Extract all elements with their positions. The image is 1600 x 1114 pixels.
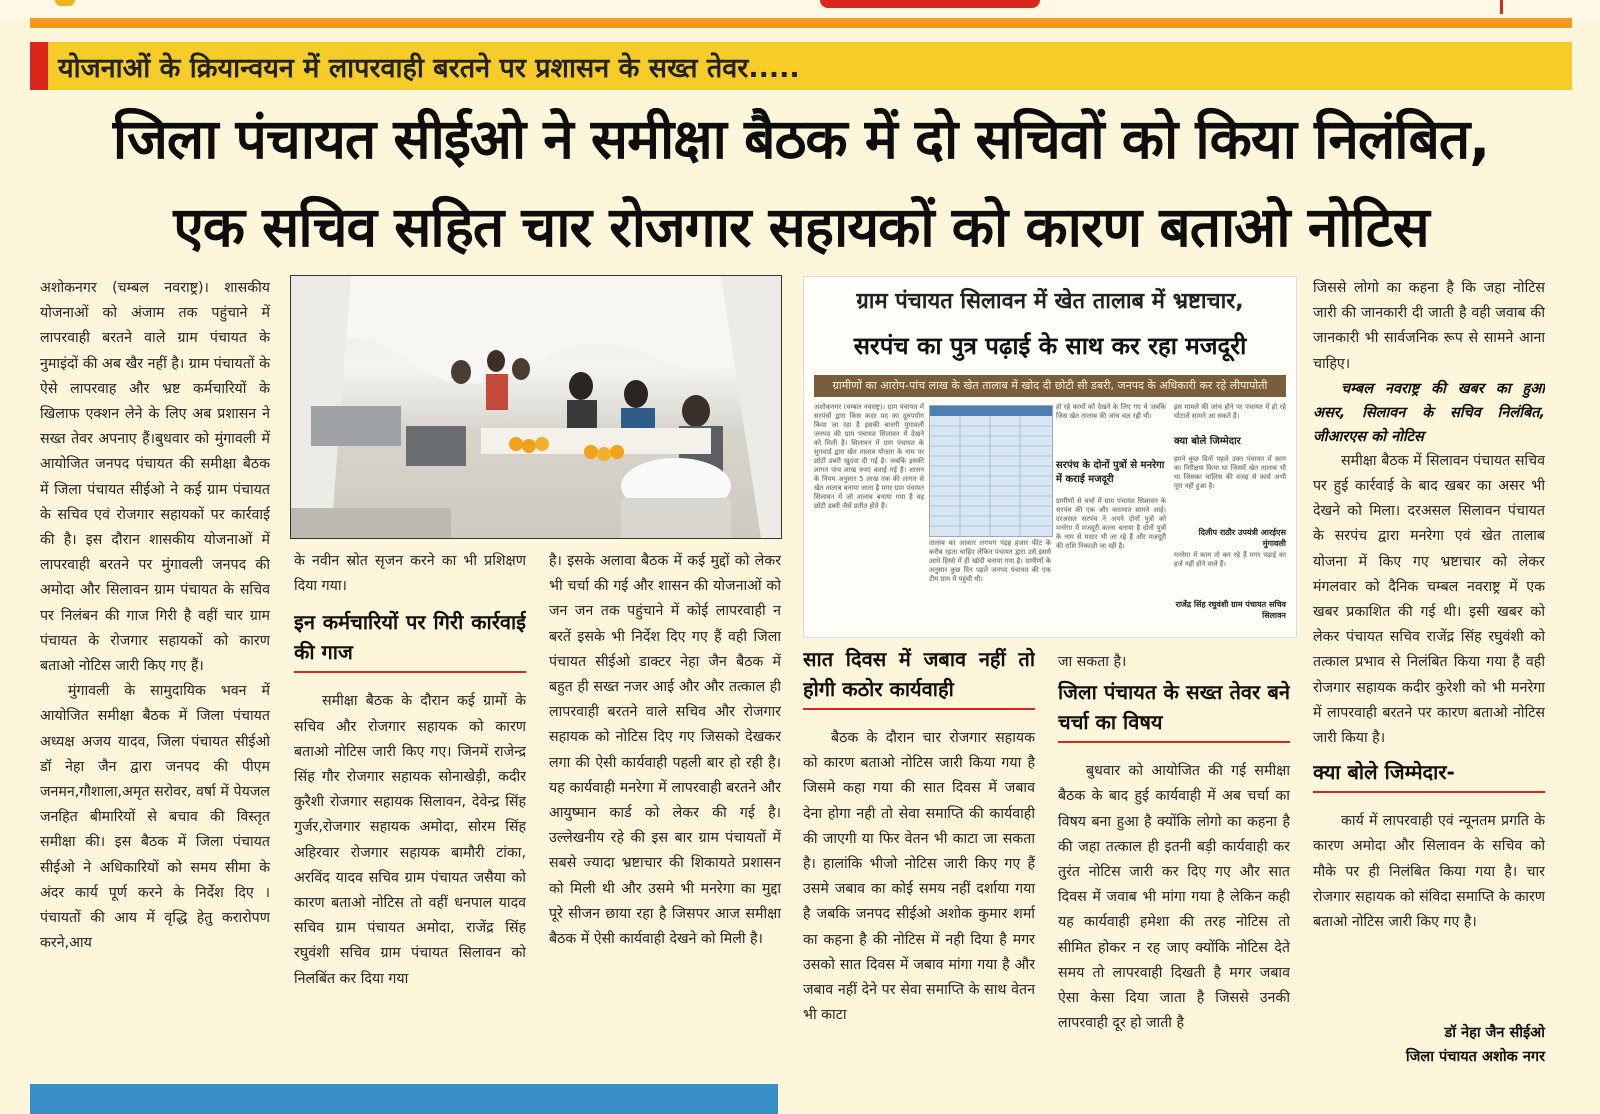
paragraph: के नवीन स्रोत सृजन करने का भी प्रशिक्षण दिया गया। (294, 553, 526, 595)
clipping-text-col4b: हमने कुछ दिनों पहले उक्त पंचायत में काम का निरीक्षण किया था जिसमें खेत तालाब भी था जिसका चालिस की वजह से कार्य अभी पूरा नहीं हुआ है। (1174, 455, 1286, 490)
clipping-table-image (929, 405, 1053, 537)
header-rule (30, 18, 1572, 28)
italic-subheading: चम्बल नवराष्ट्र की खबर का हुआ असर, सिलावन के सचिव निलंबित, जीआरएस को नोटिस (1313, 380, 1545, 445)
clipping-text-col4c: मनरेगा में काम तो कर रहे हैं मगर पढ़ाई का हर्ज नहीं होने वाले हैं। (1174, 551, 1286, 568)
subheading: क्या बोले जिम्मेदार- (1313, 757, 1545, 793)
paragraph: जिससे लोगो का कहना है कि जहा नोटिस जारी की जानकारी दी जाती है वही जवाब की जानकारी भी सार्वजनिक रूप से सामने आना चाहिए। (1313, 280, 1545, 372)
kicker-banner (30, 42, 1572, 90)
footer-strip (30, 1084, 778, 1114)
meeting-photo-image (291, 276, 781, 538)
article-column-3 (549, 549, 781, 1076)
article-column-4 (803, 644, 1035, 1076)
clipping-text-col2: तालाब का आकार लगभग पंद्रह हजार फीट के करीब रहता चाहिए लेकिन पंचायत द्वारा उसे इससे आधे हिस्से में ही खोदी बनाया गया है। ग्रामीणों के अनुसार कुछ दिन पहले जनपद पंचायत की एक टीम ग्राम में पहुंची थी। (929, 539, 1051, 583)
article-column-6 (1313, 276, 1545, 1016)
paragraph: है। इसके अलावा बैठक में कई मुद्दों को लेकर भी चर्चा की गई और शासन की योजनाओं को जन जन तक पहुंचाने में कोई लापरवाही न बरतें इसके भी निर्देश दिए गए हैं वही जिला पंचायत सीईओ डाक्टर नेहा जैन बैठक में बहुत ही सख्त नजर आई और और तत्काल ही लापरवाही बरतने वाले सचिव और रोजगार सहायक को नोटिस दिए गए जिसको देखकर लगा की ऐसी कार्यवाही पहली बार हो रही है। यह कार्यवाही मनरेगा में लापरवाही बरतने और आयुष्मान कार्ड को लेकर की गई है। उल्लेखनीय रहे की इस बार ग्राम पंचायतों में सबसे ज्यादा भ्रष्टाचार की शिकायते प्रशासन को मिली थी और उसमे भी मनरेगा का मुद्दा पूरे सीजन छाया रहा है जिसपर आज समीक्षा बैठक में ऐसी कार्यवाही देखने को मिली है। (549, 553, 781, 948)
subheading: जिला पंचायत के सख्त तेवर बने चर्चा का विषय (1058, 677, 1290, 743)
official-signature-name: डॉ नेहा जैन सीईओ (1444, 1025, 1545, 1041)
headline-line-1: जिला पंचायत सीईओ ने समीक्षा बैठक में दो सचिवों को किया निलंबित, (112, 107, 1490, 171)
masthead-red-shape (820, 0, 1040, 8)
clipping-signature-1: दिलीप राठौर उपयंत्री आरईएस मुंगावली (1198, 528, 1286, 548)
subheading: इन कर्मचारियों पर गिरी कार्रवाई की गाज (294, 607, 526, 673)
clipping-subheading-1: सरपंच के दोनों पुत्रों से मनरेगा में कराई मजदूरी (1056, 460, 1165, 485)
article-column-1 (40, 276, 270, 1076)
official-signature-office: जिला पंचायत अशोक नगर (1405, 1049, 1545, 1065)
paragraph: अशोकनगर (चम्बल नवराष्ट्र)। शासकीय योजनाओं को अंजाम तक पहुंचाने में लापरवाही बरतने वाले ग्राम पंचायत के नुमाइंदों की अब खैर नहीं है। ग्राम पंचायतों के ऐसे लापरवाह और भ्रष्ट कर्मचारियों के खिलाफ एक्शन लेने के लिए अब प्रशासन ने सख्त तेवर अपनाए हैं।बुधवार को मुंगावली में आयोजित जनपद पंचायत की समीक्षा बैठक में जिला पंचायत सीईओ ने कई ग्राम पंचायत के सचिव एवं रोजगार सहायकों पर कार्रवाई की है। इस दौरान शासकीय योजनाओं में लापरवाही बरतने पर मुंगावली जनपद की अमोदा और सिलावन ग्राम पंचायत के सचिव पर निलंबन की गाज गिरी है वहीं चार ग्राम पंचायत के रोजगार सहायकों को कारण बताओ नोटिस जारी किए गए हैं। (40, 280, 270, 675)
paragraph: बैठक के दौरान चार रोजगार सहायक को कारण बताओ नोटिस जारी किया गया है जिसमे कहा गया की सात दिवस में जबाव देना होगा नही तो सेवा समाप्ति की कार्यवाही की जाएगी या फिर वेतन भी काटा जा सकता है। हालांकि भीजो नोटिस जारी किए गए हैं उसमे जबाव का कोई समय नहीं दर्शाया गया है जबकि जनपद सीईओ अशोक कुमार शर्मा का कहना है की नोटिस में नही दिया है मगर उसको सात दिवस में जबाव मांगा गया है और जबाव नहीं देने पर सेवा समाप्ति के साथ वेतन भी काटा (803, 730, 1035, 1024)
kicker-marker (30, 42, 48, 90)
paragraph: कार्य में लापरवाही एवं न्यूनतम प्रगति के कारण अमोदा और सिलावन के सचिव को मौके पर ही निलंबित किया गया है। चार रोजगार सहायक को संविदा समाप्ति के कारण बताओ नोटिस जारी किए गए है। (1313, 813, 1545, 931)
clipping-title-1: ग्राम पंचायत सिलावन में खेत तालाब में भ्रष्टाचार, (856, 289, 1244, 314)
masthead-divider (1500, 0, 1503, 14)
clipping-subheading-2: क्या बोले जिम्मेदार (1174, 436, 1241, 447)
paragraph: समीक्षा बैठक में सिलावन पंचायत सचिव पर हुई कार्रवाई के बाद खबर का असर भी देखने को मिला। दरअसल सिलावन पंचायत के सरपंच द्वारा मनरेगा एवं खेत तालाब योजना में किए गए भ्रष्टाचार को लेकर मंगलवार को दैनिक चम्बल नवराष्ट्र में एक खबर प्रकाशित की गई थी। इसी खबर को लेकर पंचायत सचिव राजेंद्र सिंह रघुवंशी को तत्काल प्रभाव से निलंबित किया गया है वही रोजगार सहायक कदीर कुरेशी को भी मनरेगा में लापरवाही बरतने पर कारण बताओ नोटिस जारी किया है। (1313, 452, 1545, 747)
kicker-text: योजनाओं के क्रियान्वयन में लापरवाही बरतने पर प्रशासन के सख्त तेवर..... (58, 53, 800, 84)
masthead-strip (0, 0, 1600, 20)
paragraph: मुंगावली के सामुदायिक भवन में आयोजित समीक्षा बैठक में जिला पंचायत अध्यक्ष अजय यादव, जिला पंचायत सीईओ डॉ नेहा जैन द्वारा जनपद की पीएम जनमन,गौशाला,अमृत सरोवर, वर्षा में पेयजल जनहित बीमारियों से बचाव की विस्तृत समीक्षा की। इस बैठक में जिला पंचायत सीईओ ने अधिकारियों को समय सीमा के अंदर कार्य पूर्ण करने के निर्देश दिए । पंचायतों की आय में वृद्धि हेतु करारोपण करने,आय (40, 683, 270, 952)
clipping-text-col1: अशोकनगर (चम्बल नवराष्ट्र)। ग्राम पंचायत में सरपंचों द्वारा किस कदर पद का दुरुपयोग किया जा रहा है इसकी बानगी मुंगावली जनपद की ग्राम पंचायत सिलावन में देखने को मिली है। सिलावन में ग्राम पंचायत के सुगवार्ड द्वारा खेत तालाब योजना के नाम पर छोटी डबरी खुदवा दी गई है। जबकि इसकी लागत पांच लाख रुपए बताई गई है। शासन के नियम अनुसार 5 लाख तक की लागत से खेत तालाब बनाया जाता है मगर ग्राम पंचायत सिलावन में जो तालाब बनाया गया है वह छोटी डबरी जैसे प्रतीत होते हैं। (814, 403, 924, 510)
clipping-text-col4: इस मामले की जांच होने पर पंचायत में हो रहे घोटाले सामने आ सकते हैं। (1174, 403, 1286, 420)
article-column-2 (294, 549, 526, 1076)
paragraph: समीक्षा बैठक के दौरान कई ग्रामों के सचिव और रोजगार सहायक को कारण बताओ नोटिस जारी किए गए। जिनमें राजेन्द्र सिंह गौर रोजगार सहायक सोनाखेड़ी, कदीर कुरैशी रोजगार सहायक सिलावन, देवेन्द्र सिंह गुर्जर,रोजगार सहायक अमोदा, सोरम सिंह अहिरवार रोजगार सहायक बामौरी टांका, अरविंद यादव सचिव ग्राम पंचायत जसैया को कारण बताओ नोटिस तो वहीं धनपाल यादव सचिव ग्राम पंचायत अमोदा, राजेंद्र सिंह रघुवंशी सचिव ग्राम पंचायत सिलावन को निलबिंत कर दिया गया (294, 693, 526, 987)
logo-fragment (55, 0, 75, 6)
subheading: सात दिवस में जबाव नहीं तो होगी कठोर कार्यवाही (803, 644, 1035, 710)
clipping-text-col3: हो रहे कामों को देखने के लिए गए थे जबकि जिस खेत तालाब की जांच चल रही थी। (1056, 403, 1166, 420)
clipping-signature-2: राजेंद्र सिंह रघुवंशी ग्राम पंचायत सचिव सिलावन (1175, 600, 1286, 620)
paragraph: बुधवार को आयोजित की गई समीक्षा बैठक के बाद हुई कार्यवाही में अब चर्चा का विषय बना हुआ है क्योंकि लोगो का कहना है की जहा तत्काल ही इतनी बड़ी कार्यवाही कर तुरंत नोटिस जारी कर दिए गए और सात दिवस में जवाब भी मांगा गया है लेकिन कही यह कार्यवाही हमेशा की तरह नोटिस तो सीमित होकर न रह जाए क्योंकि नोटिस देते समय तो लापरवाही दिखती है मगर जबाव ऐसा केसा दिया जाता है जिससे उनकी लापरवाही दूर हो जाती है (1058, 763, 1290, 1032)
clipping-text-col3b: ग्रामीणों से चर्चा में ग्राम पंचायत सिलावन के सरपंच की एक और करामात सामने आई। दरअसल सरपंच ने अपने दोनों पुत्रों को मनरेगा में मजदूरी करना बताया है दोनों पुत्रों के नाम से मस्टर भी जा रहे हैं और मजदूरी की राशि निकाली जा रही है। (1056, 497, 1166, 550)
clipping-subbar: ग्रामीणों का आरोप-पांच लाख के खेत तालाब में खोद दी छोटी सी डबरी, जनपद के अधिकारी कर रहे लीपापोती (814, 375, 1286, 397)
meeting-photo (290, 275, 782, 539)
article-column-5 (1058, 650, 1290, 1076)
news-clipping (803, 276, 1297, 638)
clipping-title-2: सरपंच का पुत्र पढ़ाई के साथ कर रहा मजदूरी (853, 332, 1247, 360)
paragraph: जा सकता है। (1058, 654, 1127, 670)
headline-line-2: एक सचिव सहित चार रोजगार सहायकों को कारण बताओ नोटिस (173, 195, 1429, 259)
